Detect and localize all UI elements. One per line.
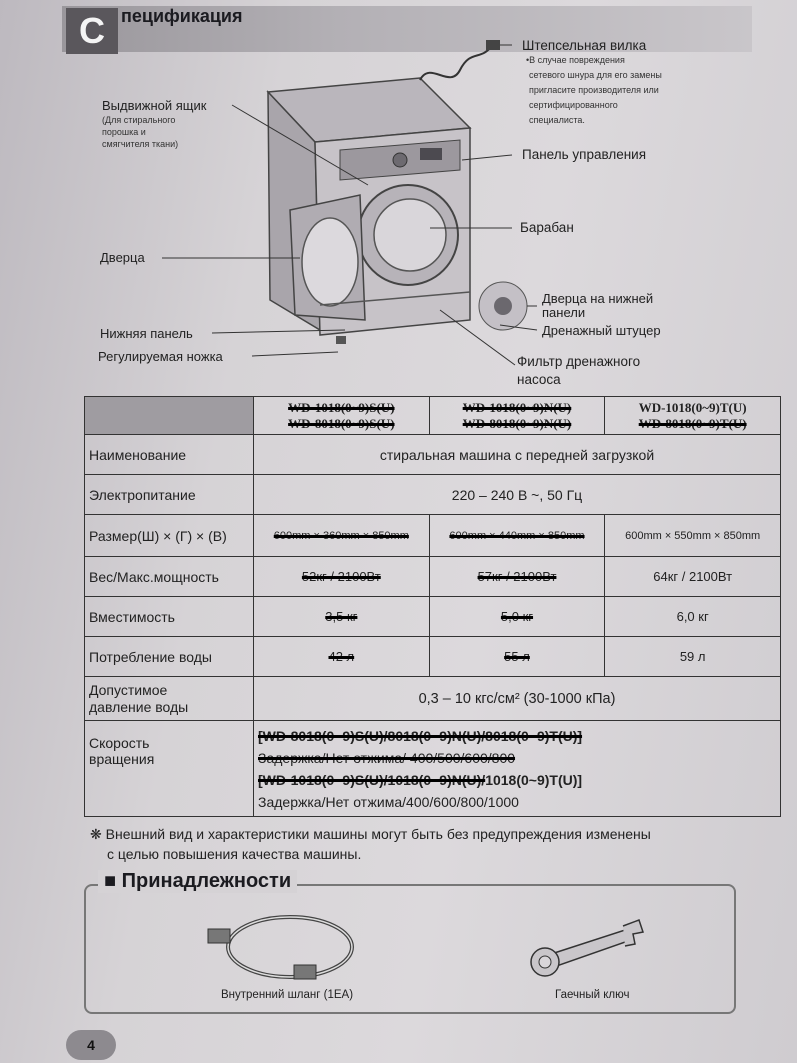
- drum-label: Барабан: [520, 220, 574, 235]
- drawer-label: Выдвижной ящик: [102, 98, 207, 113]
- model-3-top: WD-1018(0~9)T(U): [638, 399, 747, 415]
- weight-value-3: 64кг / 2100Вт: [605, 557, 781, 597]
- model-col-2: [429, 397, 605, 435]
- door-glass: [302, 218, 358, 306]
- plug-note-5: специалиста.: [529, 115, 585, 125]
- size-value-3: 600mm × 550mm × 850mm: [605, 515, 781, 557]
- wrench-label: Гаечный ключ: [555, 989, 630, 1001]
- table-row: [85, 597, 781, 637]
- plug-note-4: сертифицированного: [529, 100, 618, 110]
- drum-inner: [374, 199, 446, 271]
- row-label-name: Наименование: [85, 435, 254, 475]
- bottom-panel-label: Нижняя панель: [100, 326, 193, 341]
- table-row: [85, 557, 781, 597]
- plug-note-3: пригласите производителя или: [529, 85, 659, 95]
- control-panel-label: Панель управления: [522, 147, 647, 162]
- hose-label: Внутренний шланг (1EA): [221, 989, 354, 1001]
- plug-shape: [486, 40, 500, 50]
- accessories-title: ■ Принадлежности: [98, 870, 297, 893]
- water-value-1: 42 л: [328, 649, 355, 664]
- capacity-value-3: 6,0 кг: [605, 597, 781, 637]
- row-label-pressure-1: Допустимое: [89, 681, 168, 698]
- section-title: пецификация: [121, 6, 243, 26]
- row-value-name: стиральная машина с передней загрузкой: [254, 435, 781, 475]
- spin-line-3-struck: [WD-1018(0~9)S(U)/1018(0~9)N(U)/: [258, 771, 486, 788]
- table-row: [85, 435, 781, 475]
- lower-door-label-2: панели: [542, 305, 586, 320]
- spin-line-4: Задержка/Нет отжима/400/600/800/1000: [258, 793, 519, 810]
- table-row: [85, 721, 781, 817]
- spin-line-3-kept: 1018(0~9)T(U)]: [485, 771, 583, 788]
- row-label-spin-2: вращения: [89, 751, 155, 767]
- table-row: [85, 637, 781, 677]
- row-label-water: Потребление воды: [85, 637, 254, 677]
- spec-table: [84, 396, 781, 817]
- table-row-models: [85, 397, 781, 435]
- drawer-note-2: порошка и: [102, 127, 146, 137]
- plug-note-1: •В случае повреждения: [526, 55, 625, 65]
- table-row: [85, 475, 781, 515]
- model-col-3: [605, 397, 781, 435]
- adjustable-foot: [336, 336, 346, 344]
- page-number: 4: [66, 1030, 116, 1060]
- model-1-bottom: WD-8018(0~9)S(U): [288, 415, 395, 431]
- display-window: [420, 148, 442, 160]
- hose-illustration: [200, 905, 370, 990]
- drain-hose-label: Дренажный штуцер: [542, 323, 661, 338]
- pump-filter-label-2: насоса: [517, 372, 561, 387]
- table-row: [85, 677, 781, 721]
- footnote-line-1: ❋ Внешний вид и характеристики машины могут быть без предупреждения изменены: [90, 826, 651, 842]
- weight-value-2: 57кг / 2100Вт: [477, 569, 557, 584]
- model-2-bottom: WD-8018(0~9)N(U): [462, 415, 572, 431]
- program-knob: [393, 153, 407, 167]
- model-1-top: WD-1018(0~9)S(U): [288, 399, 395, 415]
- pump-filter-label-1: Фильтр дренажного: [517, 354, 641, 369]
- capacity-value-2: 5,0 кг: [500, 609, 534, 624]
- plug-note-2: сетевого шнура для его замены: [529, 70, 662, 80]
- adjustable-foot-label: Регулируемая ножка: [98, 349, 223, 364]
- row-label-weight: Вес/Макс.мощность: [85, 557, 254, 597]
- water-value-2: 55 л: [504, 649, 530, 664]
- spin-line-1: [WD-8018(0~9)S(U)/8018(0~9)N(U)/8018(0~9)T(U)]: [258, 727, 583, 744]
- row-label-capacity: Вместимость: [85, 597, 254, 637]
- model-3-bottom: WD-8018(0~9)T(U): [638, 415, 747, 431]
- section-letter: С: [66, 8, 118, 54]
- door-label: Дверца: [100, 250, 145, 265]
- weight-value-1: 52кг / 2100Вт: [301, 569, 381, 584]
- drawer-note-1: (Для стирального: [102, 115, 176, 125]
- size-value-1: 600mm × 360mm × 850mm: [273, 529, 409, 542]
- wrench-illustration: [515, 918, 650, 978]
- row-value-pressure: 0,3 – 10 кгс/см² (30-1000 кПа): [254, 677, 781, 721]
- model-col-1: [254, 397, 430, 435]
- size-value-2: 600mm × 440mm × 850mm: [449, 529, 585, 542]
- model-2-top: WD-1018(0~9)N(U): [462, 399, 572, 415]
- footnote-line-2: с целью повышения качества машины.: [107, 846, 362, 862]
- footnote: [90, 824, 651, 864]
- row-label-power: Электропитание: [85, 475, 254, 515]
- table-row: [85, 515, 781, 557]
- row-label-spin-1: Скорость: [89, 735, 150, 751]
- spin-line-2: Задержка/Нет отжима/ 400/500/600/800: [258, 749, 516, 766]
- row-label-pressure-2: давление воды: [89, 698, 189, 715]
- water-value-3: 59 л: [605, 637, 781, 677]
- capacity-value-1: 3,5 кг: [325, 609, 358, 624]
- plug-label: Штепсельная вилка: [522, 38, 647, 53]
- row-value-power: 220 – 240 В ~, 50 Гц: [254, 475, 781, 515]
- drawer-note-3: смягчителя ткани): [102, 139, 179, 149]
- lower-door-label-1: Дверца на нижней: [542, 291, 654, 306]
- row-label-size: Размер(Ш) × (Г) × (В): [85, 515, 254, 557]
- table-corner-cell: [85, 397, 254, 435]
